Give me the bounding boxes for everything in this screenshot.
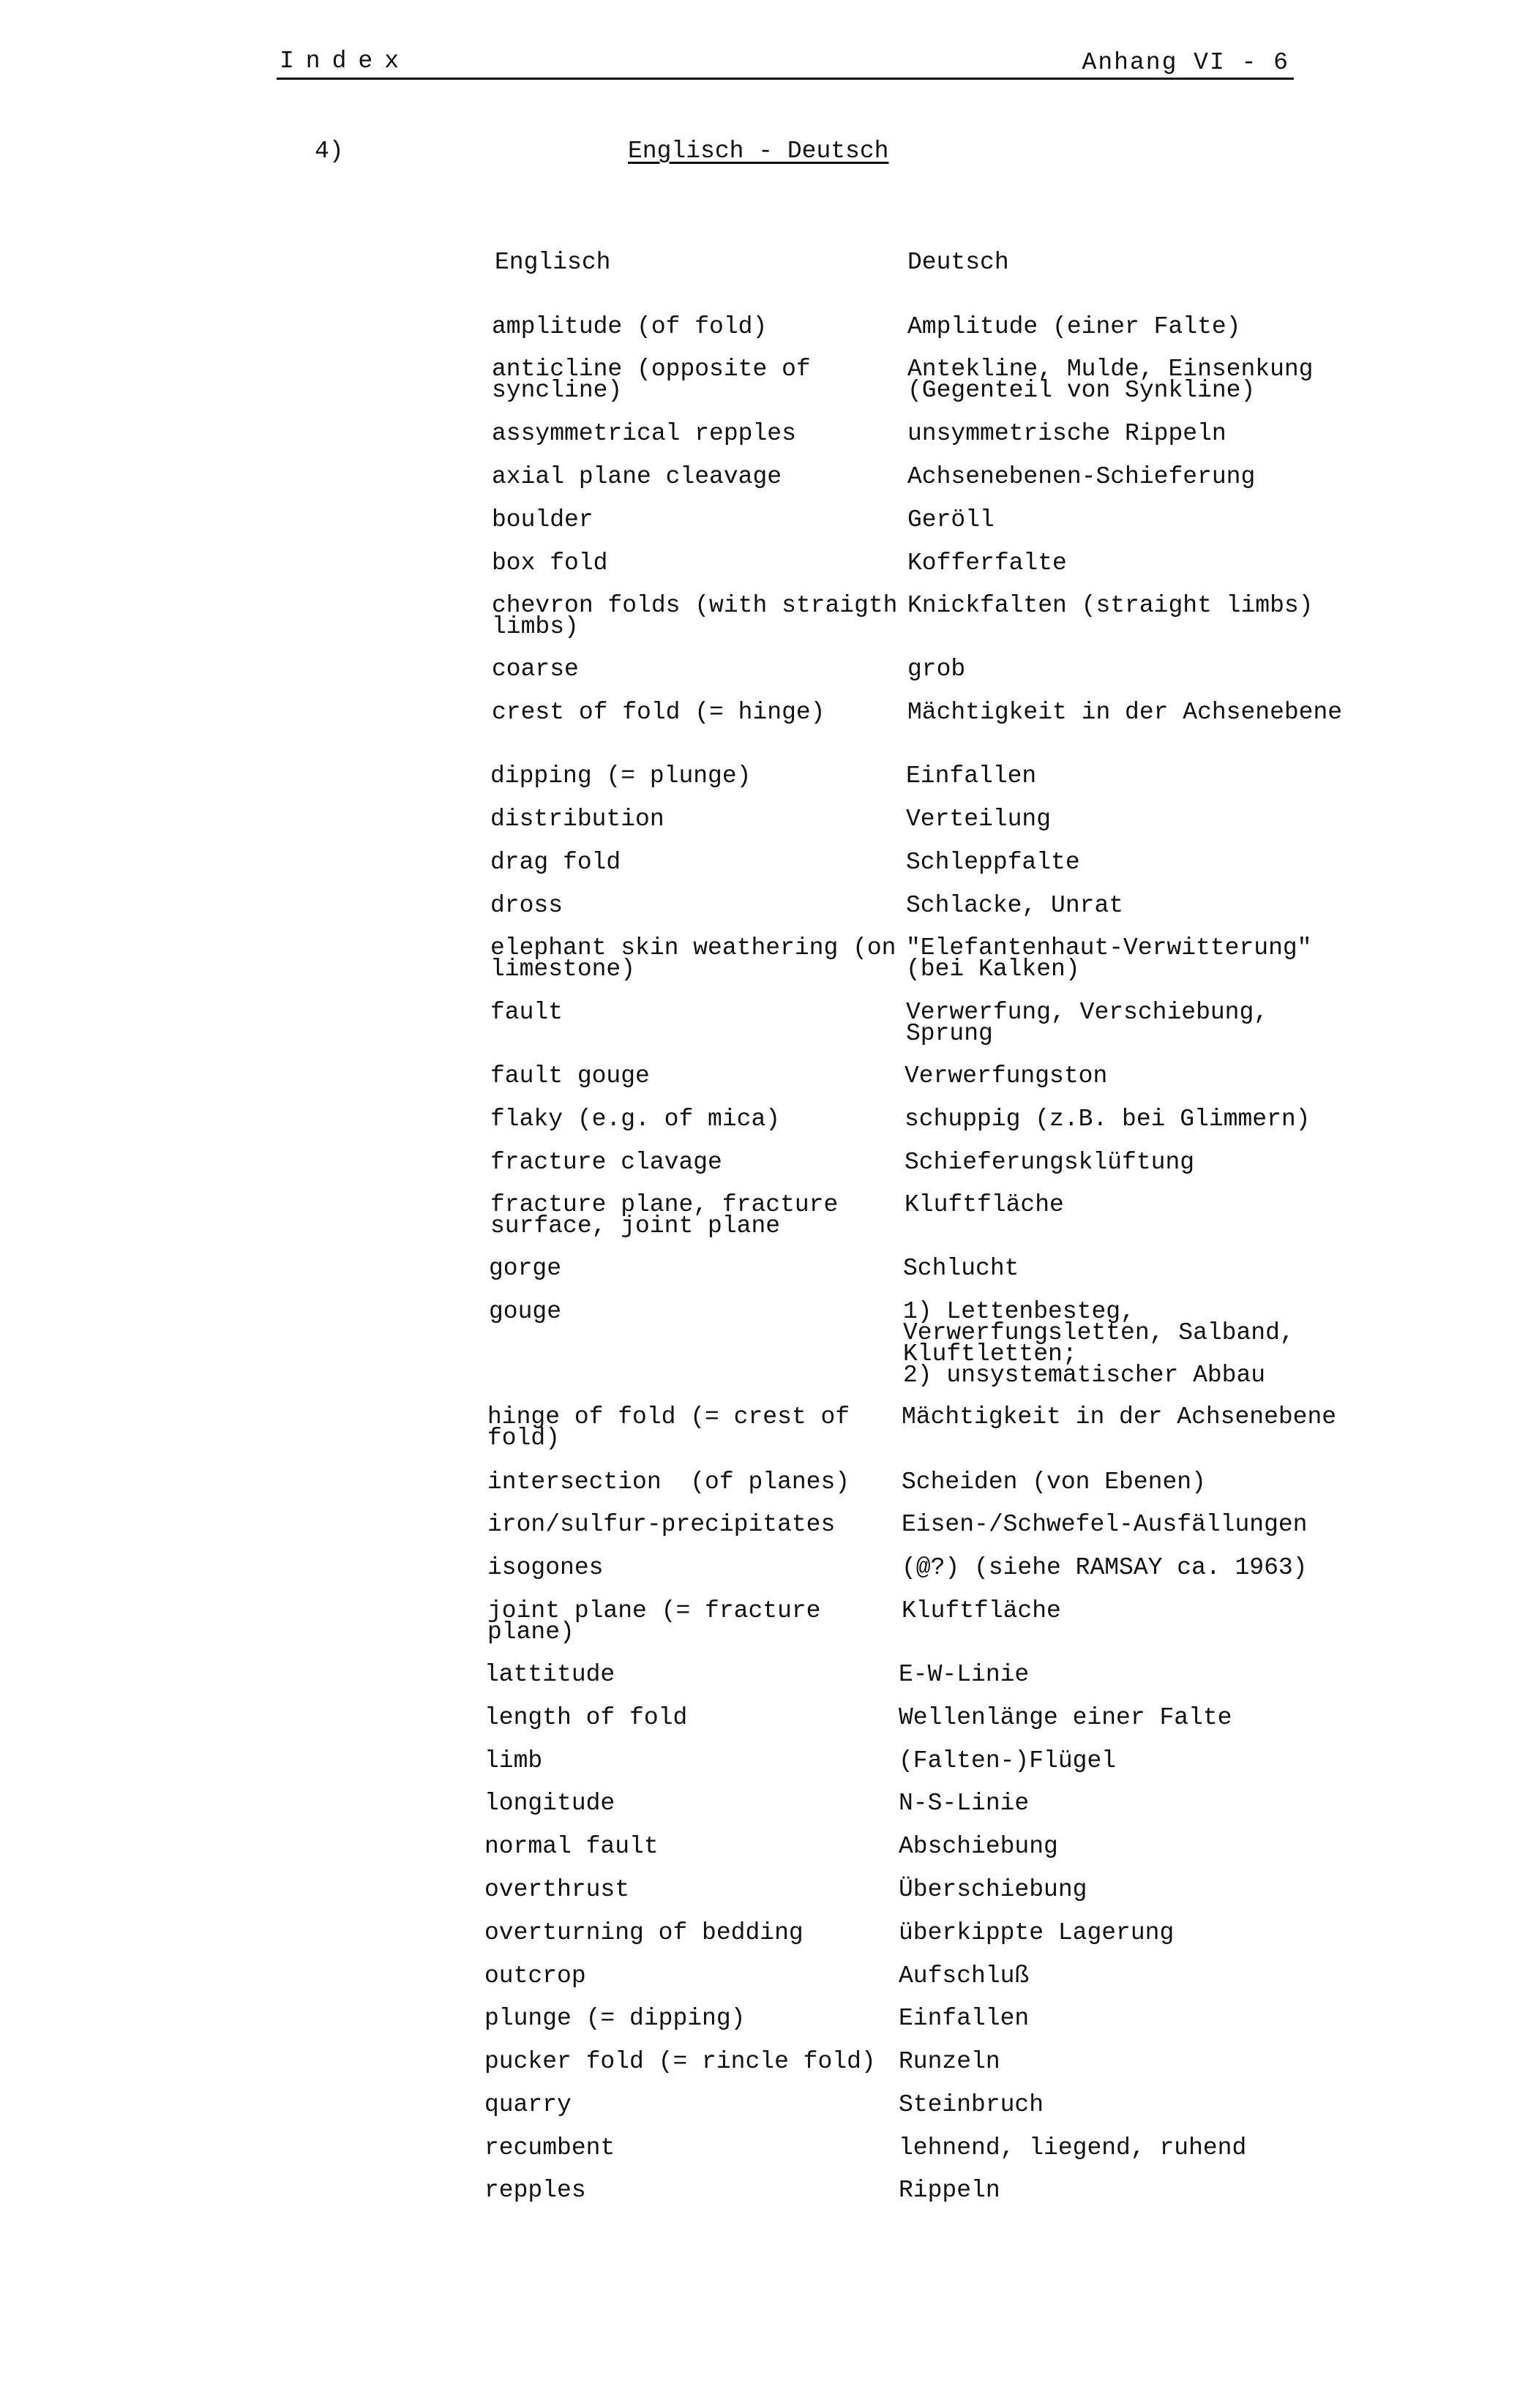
term-german: Wellenlänge einer Falte: [899, 1704, 1232, 1731]
term-english: drag fold: [490, 849, 621, 876]
term-english: fracture clavage: [490, 1149, 722, 1176]
term-english: longitude: [484, 1790, 615, 1817]
term-english: overthrust: [484, 1876, 630, 1903]
header-appendix-label: Anhang VI - 6: [1082, 49, 1289, 76]
section-number: 4): [315, 138, 344, 165]
term-english: amplitude (of fold): [492, 313, 768, 340]
term-german: Eisen-/Schwefel-Ausfällungen: [902, 1511, 1308, 1538]
page-header: [277, 45, 1294, 80]
term-english: assymmetrical repples: [492, 420, 796, 447]
term-german: Überschiebung: [899, 1876, 1087, 1903]
term-english: outcrop: [484, 1962, 586, 1989]
term-german: Schlacke, Unrat: [906, 892, 1124, 919]
term-german: Verwerfungston: [905, 1062, 1108, 1089]
term-german: Kofferfalte: [907, 550, 1067, 577]
term-english: axial plane cleavage: [492, 463, 782, 490]
term-german: Knickfalten (straight limbs): [907, 592, 1314, 619]
term-german: lehnend, liegend, ruhend: [899, 2134, 1247, 2161]
term-german: schuppig (z.B. bei Glimmern): [905, 1106, 1311, 1133]
term-english: fault: [490, 999, 563, 1026]
term-english: intersection (of planes): [487, 1469, 850, 1496]
term-german: unsymmetrische Rippeln: [907, 420, 1226, 447]
section-title: Englisch - Deutsch: [628, 138, 889, 165]
term-english: flaky (e.g. of mica): [490, 1106, 781, 1133]
term-english: lattitude: [484, 1661, 615, 1688]
term-english: chevron folds (with straigth limbs): [492, 592, 898, 640]
column-header-english: Englisch: [495, 249, 611, 276]
term-german: Geröll: [907, 506, 995, 533]
term-german: Mächtigkeit in der Achsenebene: [902, 1403, 1337, 1430]
term-english: quarry: [484, 2091, 572, 2118]
term-german: Verteilung: [906, 806, 1052, 833]
term-german: Einfallen: [899, 2005, 1030, 2032]
term-english: box fold: [492, 550, 608, 577]
term-german: Schlucht: [903, 1255, 1019, 1282]
term-german: (@?) (siehe RAMSAY ca. 1963): [902, 1554, 1308, 1581]
term-english: crest of fold (= hinge): [492, 699, 825, 726]
term-german: Steinbruch: [899, 2091, 1044, 2118]
term-german: Aufschluß: [899, 1962, 1030, 1989]
term-german: Runzeln: [899, 2048, 1000, 2075]
term-english: isogones: [487, 1554, 604, 1581]
term-german: Antekline, Mulde, Einsenkung (Gegenteil von Synkline): [907, 356, 1314, 404]
term-english: fracture plane, fracture surface, joint plane: [490, 1191, 839, 1239]
term-german: (Falten-)Flügel: [899, 1747, 1117, 1774]
term-german: Einfallen: [906, 762, 1037, 789]
term-english: joint plane (= fracture plane): [487, 1597, 836, 1646]
term-english: anticline (opposite of syncline): [492, 356, 811, 404]
term-english: elephant skin weathering (on limestone): [490, 934, 896, 983]
term-german: Abschiebung: [899, 1833, 1058, 1860]
term-german: E-W-Linie: [899, 1661, 1030, 1688]
term-english: repples: [484, 2177, 586, 2204]
term-german: Kluftfläche: [902, 1597, 1061, 1624]
term-english: length of fold: [484, 1704, 688, 1731]
term-english: coarse: [492, 656, 579, 683]
term-german: "Elefantenhaut-Verwitterung" (bei Kalken): [906, 934, 1312, 983]
term-english: distribution: [490, 806, 664, 833]
term-german: Kluftfläche: [905, 1191, 1064, 1218]
term-german: Schleppfalte: [906, 849, 1080, 876]
term-english: boulder: [492, 506, 593, 533]
term-german: Mächtigkeit in der Achsenebene: [907, 699, 1343, 726]
term-english: iron/sulfur-precipitates: [487, 1511, 836, 1538]
term-german: Schieferungsklüftung: [905, 1149, 1195, 1176]
term-english: fault gouge: [490, 1062, 650, 1089]
term-english: pucker fold (= rincle fold): [484, 2048, 876, 2075]
header-index-label: Index: [280, 48, 411, 75]
term-german: überkippte Lagerung: [899, 1919, 1175, 1946]
term-english: recumbent: [484, 2134, 615, 2161]
term-english: dross: [490, 892, 563, 919]
column-header-german: Deutsch: [907, 249, 1009, 276]
term-english: hinge of fold (= crest of fold): [487, 1403, 850, 1452]
term-english: gorge: [489, 1255, 562, 1282]
term-german: N-S-Linie: [899, 1790, 1030, 1817]
term-german: grob: [907, 656, 966, 683]
term-german: Rippeln: [899, 2177, 1000, 2204]
term-german: Amplitude (einer Falte): [907, 313, 1241, 340]
term-german: Verwerfung, Verschiebung, Sprung: [906, 999, 1269, 1047]
term-english: overturning of bedding: [484, 1919, 804, 1946]
term-german: 1) Lettenbesteg, Verwerfungsletten, Salband, Kluftletten; 2) unsystematischer Abbau: [903, 1298, 1295, 1389]
term-german: Scheiden (von Ebenen): [902, 1469, 1206, 1496]
term-english: plunge (= dipping): [484, 2005, 746, 2032]
term-english: limb: [484, 1747, 543, 1774]
term-english: normal fault: [484, 1833, 659, 1860]
term-german: Achsenebenen-Schieferung: [907, 463, 1256, 490]
term-english: dipping (= plunge): [490, 762, 752, 789]
term-english: gouge: [489, 1298, 562, 1325]
